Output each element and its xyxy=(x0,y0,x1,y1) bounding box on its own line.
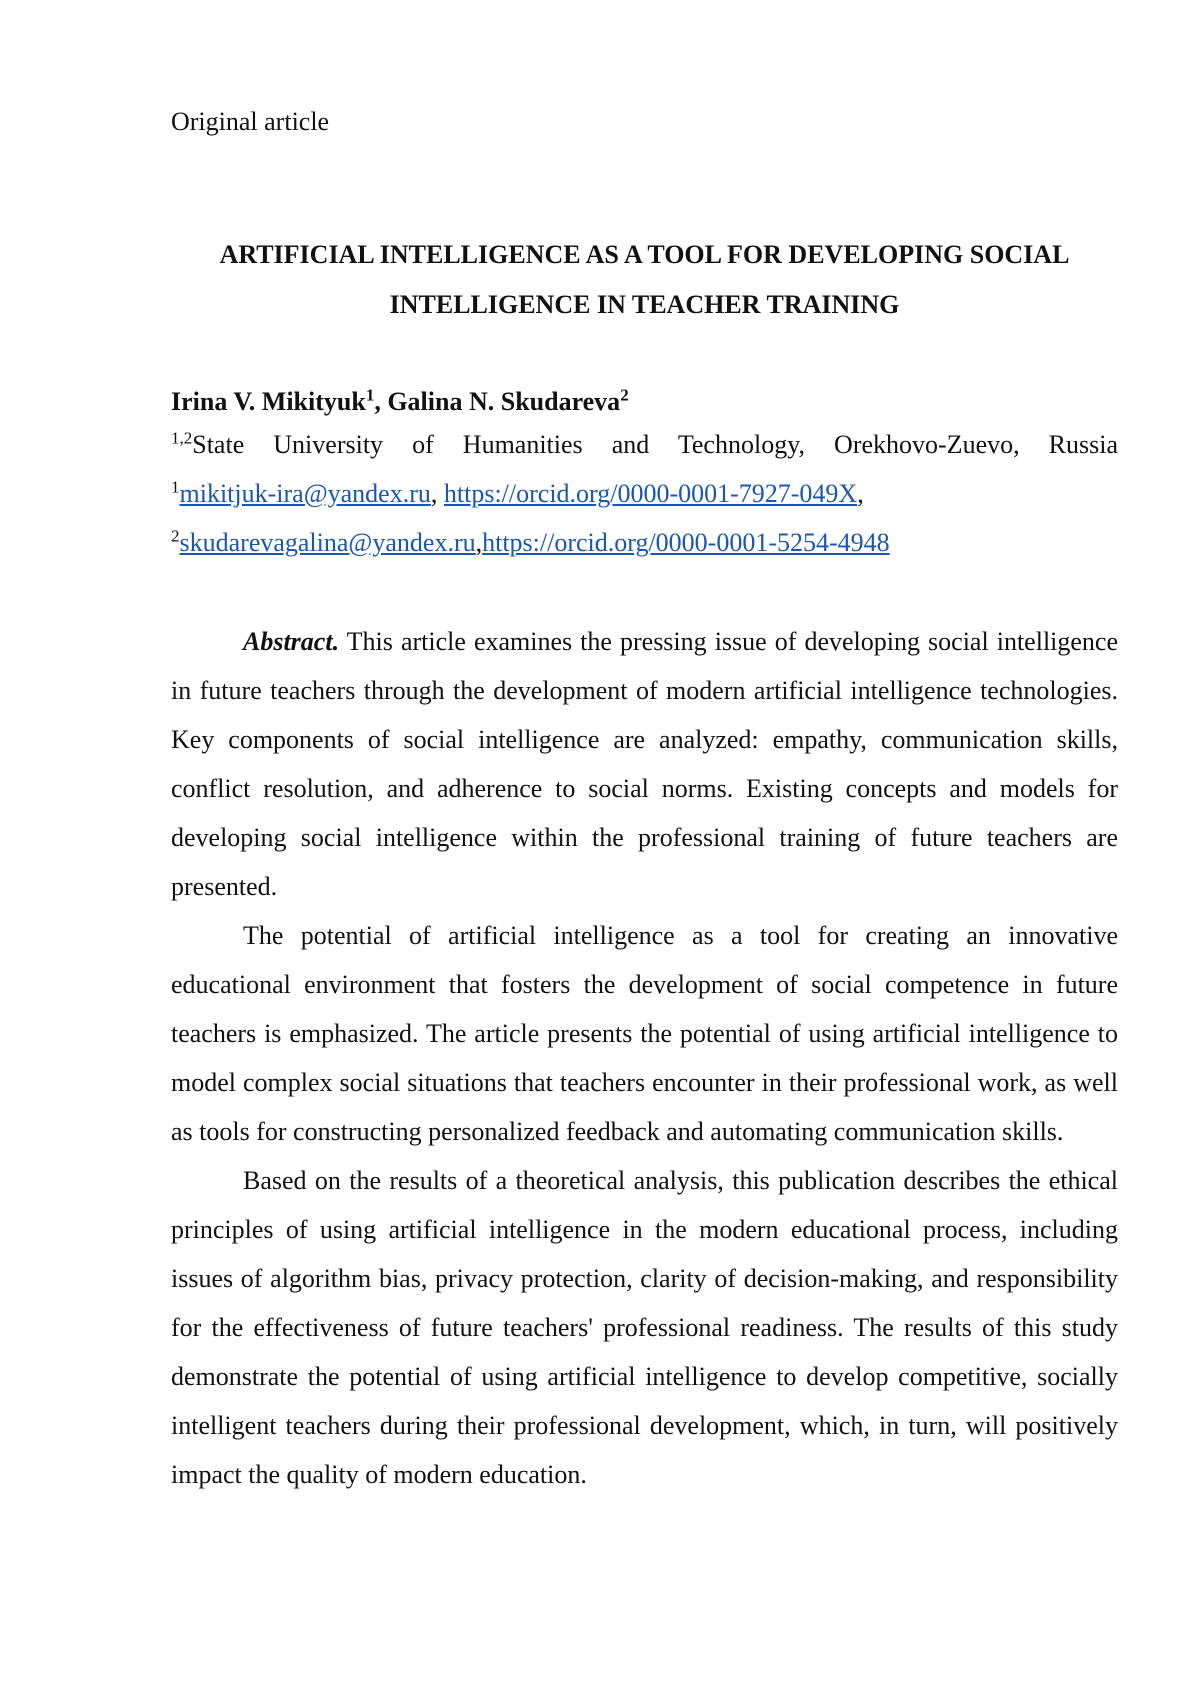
title-line-1: ARTIFICIAL INTELLIGENCE AS A TOOL FOR DEVELOPING SOCIAL xyxy=(219,240,1070,269)
author-name: Galina N. Skudareva xyxy=(387,387,621,416)
email-link[interactable]: mikitjuk-ira@yandex.ru xyxy=(179,479,431,508)
affiliation-marker: 1,2 xyxy=(171,428,193,448)
contact-marker: 1 xyxy=(171,477,180,497)
author-name: Irina V. Mikityuk xyxy=(171,387,366,416)
contact-line xyxy=(171,469,1118,518)
abstract-text: This article examines the pressing issue of developing social intelligence in future teachers through the development of modern artificial intelligence technologies. Key components of social intelligence are analyzed: empathy, communication skills, conflict resolution, and adherence to social norms. Existing concepts and models for developing social intelligence within the professional training of future teachers are presented. xyxy=(171,627,1119,901)
abstract-section xyxy=(171,617,1118,1499)
author-affiliation-marker: 2 xyxy=(620,385,629,405)
author-separator: , xyxy=(374,387,388,416)
contact-trail: , xyxy=(857,479,864,508)
orcid-link[interactable]: https://orcid.org/0000-0001-5254-4948 xyxy=(482,528,890,557)
email-link[interactable]: skudarevagalina@yandex.ru xyxy=(179,528,476,557)
contact-separator: , xyxy=(430,479,444,508)
title-line-2: INTELLIGENCE IN TEACHER TRAINING xyxy=(389,290,900,319)
article-page xyxy=(171,104,1118,1499)
contact-line xyxy=(171,518,1118,567)
article-title xyxy=(171,230,1118,330)
contact-marker: 2 xyxy=(171,526,180,546)
author-affiliation-marker: 1 xyxy=(365,385,375,405)
article-type: Original article xyxy=(171,107,330,136)
abstract-paragraph: The potential of artificial intelligence as a tool for creating an innovative educational environment that fosters the development of social competence in future teachers is emphasized. The article presents the potential of using artificial intelligence to model complex social situations that teachers encounter in their professional work, as well as tools for constructing personalized feedback and automating communication skills. xyxy=(171,921,1118,1146)
affiliation-text: State University of Humanities and Technology, Orekhovo-Zuevo, Russia xyxy=(192,430,1118,459)
affiliation xyxy=(171,420,1118,469)
abstract-paragraph: Based on the results of a theoretical analysis, this publication describes the ethical principles of using artificial intelligence in the modern educational process, including issues of algorithm bias, privacy protection, clarity of decision-making, and responsibility for the effectiveness of future teachers' professional readiness. The results of this study demonstrate the potential of using artificial intelligence to develop competitive, socially intelligent teachers during their professional development, which, in turn, will positively impact the quality of modern education. xyxy=(171,1166,1118,1489)
abstract-label: Abstract. xyxy=(243,627,340,656)
contact-separator: , xyxy=(475,528,483,557)
author-list xyxy=(171,384,1118,420)
abstract-paragraph xyxy=(171,617,1118,911)
orcid-link[interactable]: https://orcid.org/0000-0001-7927-049X xyxy=(443,479,858,508)
